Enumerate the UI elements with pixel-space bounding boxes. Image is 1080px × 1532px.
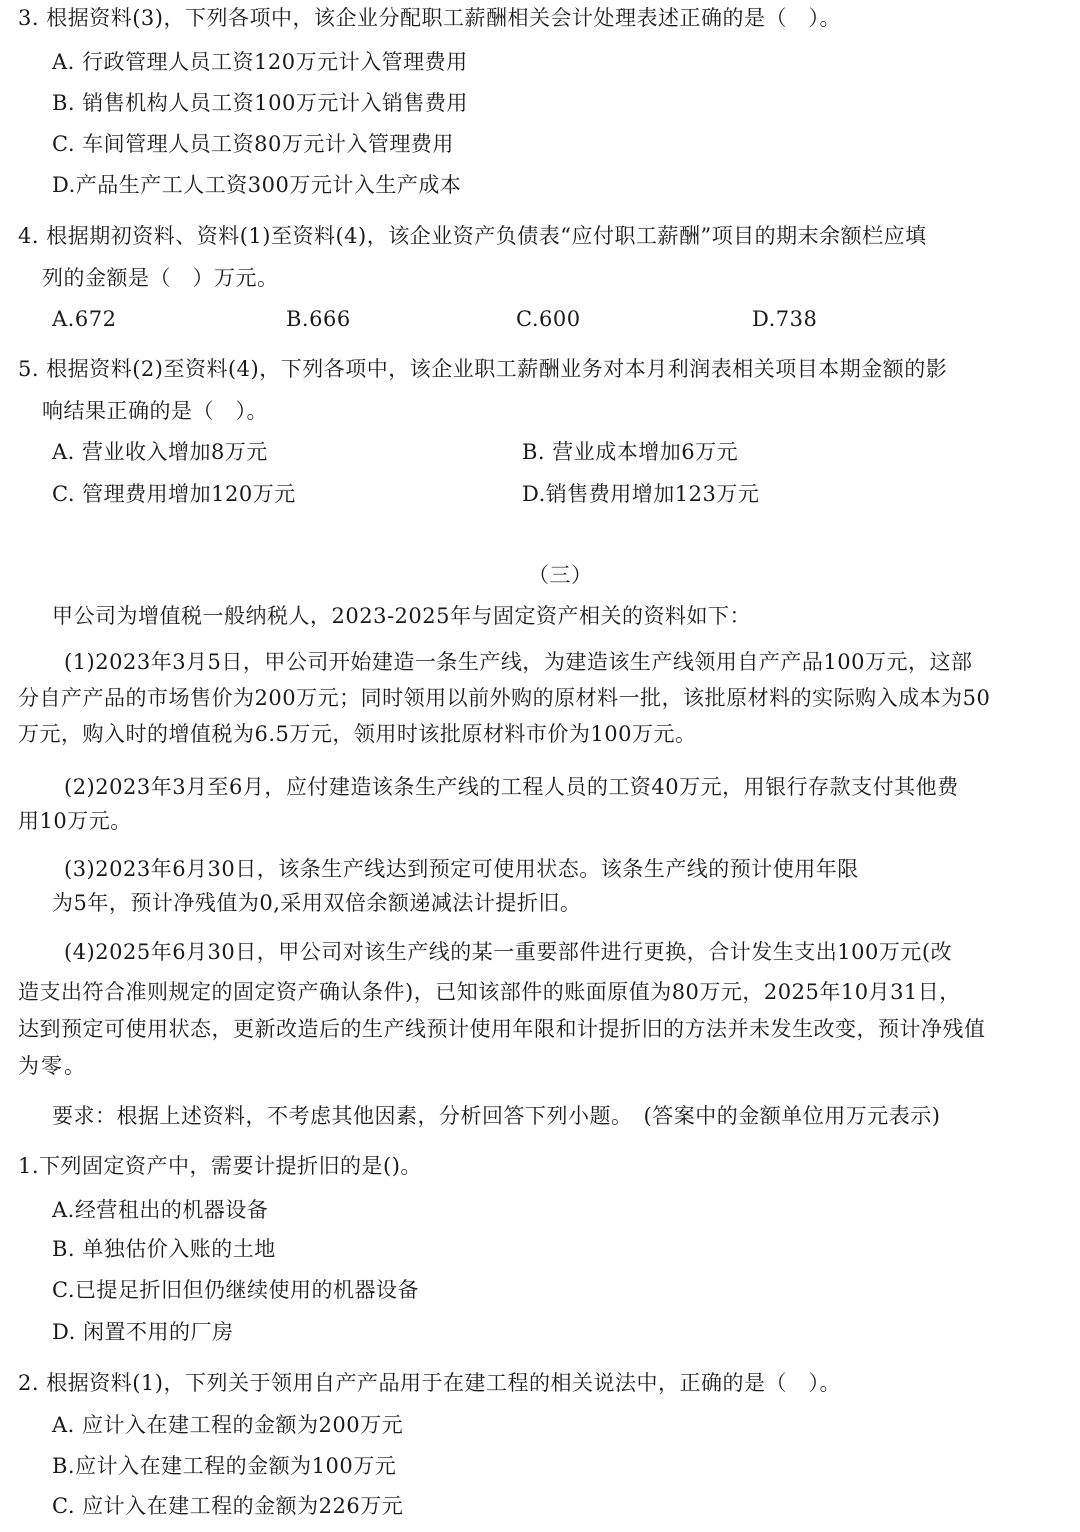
s3q2-stem: 2. 根据资料(1)，下列关于领用自产产品用于在建工程的相关说法中，正确的是（ ）。 bbox=[18, 1371, 841, 1395]
q4-option-b: B.666 bbox=[286, 307, 351, 331]
q4-option-d: D.738 bbox=[752, 307, 818, 331]
s3q2-option-b: B.应计入在建工程的金额为100万元 bbox=[52, 1454, 397, 1478]
s3q2-option-a: A. 应计入在建工程的金额为200万元 bbox=[52, 1413, 404, 1437]
material-4-line4: 为零。 bbox=[18, 1054, 87, 1078]
q4-stem-line1: 4. 根据期初资料、资料(1)至资料(4)，该企业资产负债表“应付职工薪酬”项目的期末余额栏应填 bbox=[18, 224, 927, 248]
s3q1-option-a: A.经营租出的机器设备 bbox=[52, 1198, 269, 1222]
material-4-line3: 达到预定可使用状态，更新改造后的生产线预计使用年限和计提折旧的方法并未发生改变，预计净残值 bbox=[18, 1017, 986, 1041]
material-4-line2: 造支出符合准则规定的固定资产确认条件)，已知该部件的账面原值为80万元，2025年10月31日， bbox=[18, 980, 961, 1004]
q3-option-d: D.产品生产工人工资300万元计入生产成本 bbox=[52, 173, 462, 197]
s3q1-option-c: C.已提足折旧但仍继续使用的机器设备 bbox=[52, 1278, 419, 1302]
material-1-line2: 分自产产品的市场售价为200万元；同时领用以前外购的原材料一批，该批原材料的实际购入成本为50 bbox=[18, 686, 991, 710]
q5-stem-line1: 5. 根据资料(2)至资料(4)，下列各项中，该企业职工薪酬业务对本月利润表相关项目本期金额的影 bbox=[18, 357, 948, 381]
material-3-line1: (3)2023年6月30日，该条生产线达到预定可使用状态。该条生产线的预计使用年限 bbox=[64, 857, 859, 881]
q3-option-b: B. 销售机构人员工资100万元计入销售费用 bbox=[52, 91, 468, 115]
material-3-line2: 为5年，预计净残值为0,采用双倍余额递减法计提折旧。 bbox=[52, 891, 582, 915]
q5-option-c: C. 管理费用增加120万元 bbox=[52, 482, 296, 506]
material-1-line3: 万元，购入时的增值税为6.5万元，领用时该批原材料市价为100万元。 bbox=[18, 722, 697, 746]
section-intro: 甲公司为增值税一般纳税人，2023-2025年与固定资产相关的资料如下： bbox=[52, 604, 751, 628]
s3q1-stem: 1.下列固定资产中，需要计提折旧的是()。 bbox=[18, 1154, 422, 1178]
s3q2-option-c: C. 应计入在建工程的金额为226万元 bbox=[52, 1494, 404, 1518]
q5-option-a: A. 营业收入增加8万元 bbox=[52, 440, 268, 464]
q3-stem: 3. 根据资料(3)，下列各项中，该企业分配职工薪酬相关会计处理表述正确的是（ ）。 bbox=[18, 6, 841, 30]
section-heading: （三） bbox=[528, 563, 593, 587]
q5-stem-line2: 响结果正确的是（ ）。 bbox=[42, 399, 268, 423]
material-2-line1: (2)2023年3月至6月，应付建造该条生产线的工程人员的工资40万元，用银行存款支付其他费 bbox=[64, 775, 959, 799]
q5-option-b: B. 营业成本增加6万元 bbox=[522, 440, 739, 464]
q4-option-a: A.672 bbox=[52, 307, 117, 331]
s3q1-option-d: D. 闲置不用的厂房 bbox=[52, 1320, 234, 1344]
s3q1-option-b: B. 单独估价入账的土地 bbox=[52, 1237, 276, 1261]
material-4-line1: (4)2025年6月30日，甲公司对该生产线的某一重要部件进行更换，合计发生支出100万元(改 bbox=[64, 940, 953, 964]
material-2-line2: 用10万元。 bbox=[18, 809, 132, 833]
q3-option-a: A. 行政管理人员工资120万元计入管理费用 bbox=[52, 50, 468, 74]
q3-option-c: C. 车间管理人员工资80万元计入管理费用 bbox=[52, 132, 454, 156]
section-requirement: 要求：根据上述资料，不考虑其他因素，分析回答下列小题。 (答案中的金额单位用万元表示) bbox=[52, 1104, 941, 1128]
q5-option-d: D.销售费用增加123万元 bbox=[522, 482, 760, 506]
q4-stem-line2: 列的金额是（ ）万元。 bbox=[42, 266, 279, 290]
material-1-line1: (1)2023年3月5日，甲公司开始建造一条生产线，为建造该生产线领用自产产品100万元，这部 bbox=[64, 650, 973, 674]
q4-option-c: C.600 bbox=[516, 307, 581, 331]
